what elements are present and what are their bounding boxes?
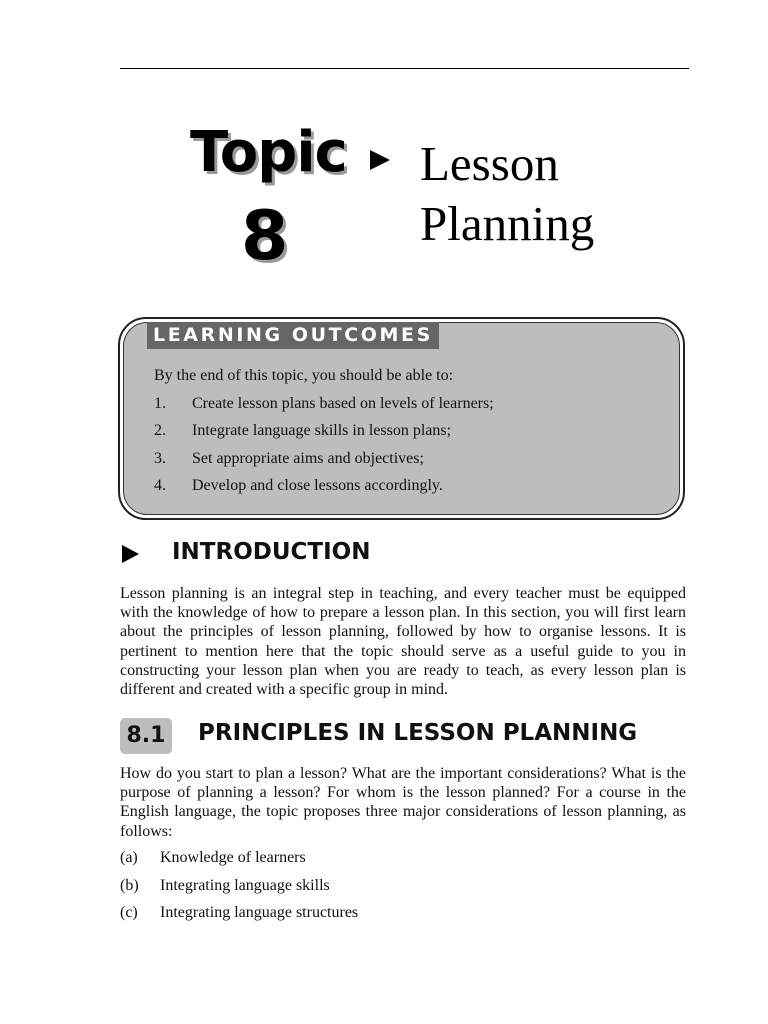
outcome-number: 1.	[154, 395, 166, 412]
list-item-label: (b)	[120, 877, 139, 894]
outcome-item	[154, 477, 443, 495]
topic-title-line-1: Lesson	[420, 136, 559, 191]
outcome-number: 3.	[154, 450, 166, 467]
outcome-item	[154, 450, 424, 468]
outcome-number: 4.	[154, 477, 166, 494]
outcome-text: Integrate language skills in lesson plans;	[192, 422, 452, 439]
list-item-text: Knowledge of learners	[160, 849, 306, 866]
learning-outcomes-intro: By the end of this topic, you should be able to:	[154, 367, 454, 384]
list-item	[120, 849, 306, 867]
introduction-arrow-icon	[122, 545, 139, 563]
list-item-text: Integrating language skills	[160, 877, 330, 894]
list-item	[120, 904, 358, 922]
topic-title	[420, 134, 594, 254]
list-item-text: Integrating language structures	[160, 904, 359, 921]
outcome-text: Create lesson plans based on levels of learners;	[192, 395, 494, 412]
topic-number: 8	[241, 197, 289, 276]
topic-word: Topic	[190, 120, 347, 185]
outcome-item	[154, 395, 494, 413]
list-item	[120, 877, 330, 895]
list-item-label: (a)	[120, 849, 138, 866]
introduction-paragraph: Lesson planning is an integral step in teaching, and every teacher must be equipped with the knowledge of how to prepare a lesson plan. In this section, you will first learn about the principles of lesson planning, followed by how to organise lessons. It is pertinent to mention here that the topic should serve as a useful guide to you in constructing your lesson plan when you are ready to teach, as every lesson plan is different and created with a specific group in mind.	[120, 585, 686, 699]
topic-arrow-icon	[370, 150, 390, 170]
topic-title-line-2: Planning	[420, 196, 595, 251]
outcome-text: Develop and close lessons accordingly.	[192, 477, 443, 494]
section-paragraph: How do you start to plan a lesson? What are the important considerations? What is the purpose of planning a lesson? For whom is the lesson planned? For a course in the English language, the topic proposes three major considerations of lesson planning, as follows:	[120, 765, 686, 840]
outcome-item	[154, 422, 451, 440]
outcome-text: Set appropriate aims and objectives;	[192, 450, 424, 467]
outcome-number: 2.	[154, 422, 166, 439]
list-item-label: (c)	[120, 904, 138, 921]
section-heading: PRINCIPLES IN LESSON PLANNING	[198, 720, 638, 746]
top-rule	[120, 68, 689, 69]
section-number-badge: 8.1	[120, 718, 172, 754]
introduction-heading: INTRODUCTION	[172, 539, 371, 565]
learning-outcomes-label: LEARNING OUTCOMES	[147, 322, 439, 349]
